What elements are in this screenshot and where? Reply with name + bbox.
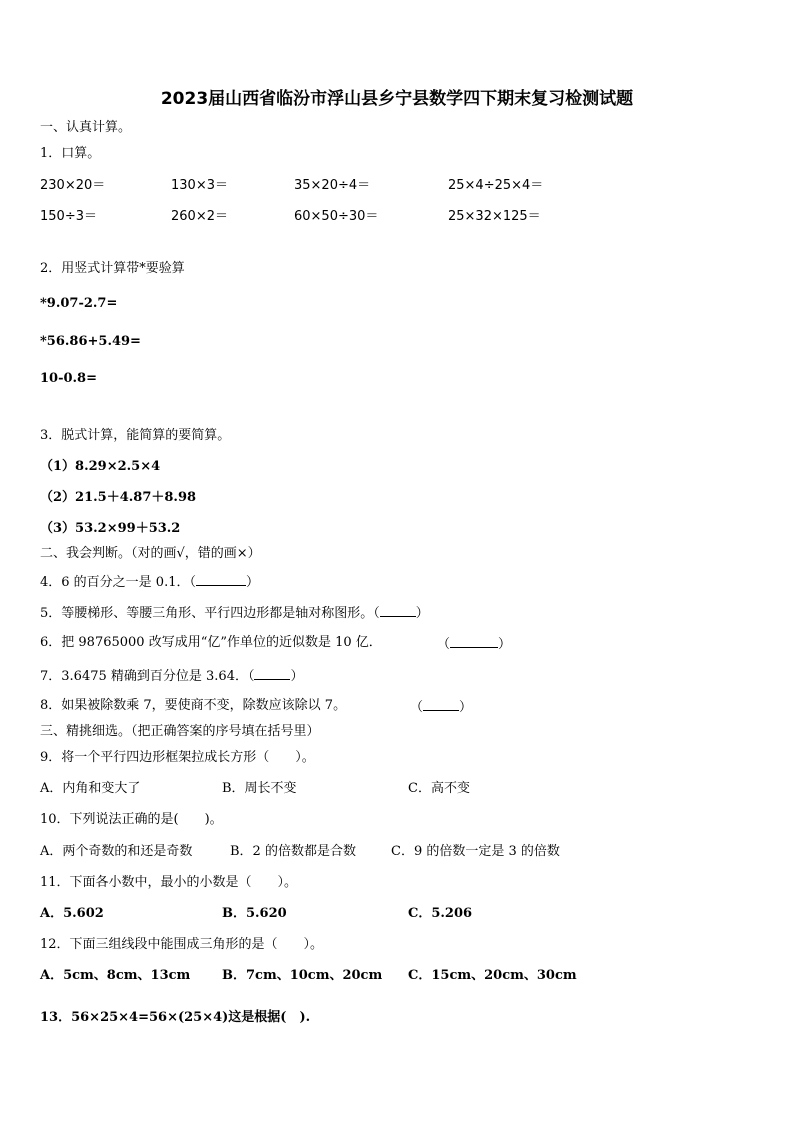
stepwise-calc-item: （1）8.29×2.5×4 (40, 459, 161, 474)
oral-item: 150÷3＝ (40, 209, 97, 224)
stepwise-calc-item: （2）21.5＋4.87＋8.98 (40, 490, 197, 505)
oral-item: 35×20÷4＝ (294, 178, 371, 193)
oral-item: 60×50÷30＝ (294, 209, 379, 224)
judge-question-4 (40, 573, 259, 591)
section-2-heading: 二、我会判断。（对的画√，错的画×） (40, 546, 261, 561)
open-paren: （ (437, 637, 451, 652)
section-3-heading: 三、精挑细选。（把正确答案的序号填在括号里） (40, 724, 320, 739)
oral-item: 260×2＝ (171, 209, 228, 224)
choice-question-9: 9．将一个平行四边形框架拉成长方形（ ）。 (40, 750, 315, 765)
choice-question-11: 11．下面各小数中，最小的小数是（ ）。 (40, 875, 298, 890)
oral-item: 25×32×125＝ (448, 209, 541, 224)
close-paren: ） (498, 637, 512, 652)
choice-option[interactable]: A．两个奇数的和还是奇数 (40, 844, 193, 859)
judge-question-5 (40, 604, 429, 622)
choice-question-13: 13．56×25×4=56×(25×4)这是根据( ). (40, 1010, 311, 1025)
close-paren: ） (459, 700, 473, 715)
choice-question-12: 12．下面三组线段中能围成三角形的是（ ）。 (40, 937, 324, 952)
answer-blank[interactable] (196, 573, 246, 586)
question-text: 8．如果被除数乘 7，要使商不变，除数应该除以 7。 (40, 698, 347, 713)
question-text: 5．等腰梯形、等腰三角形、平行四边形都是轴对称图形。（ (40, 606, 380, 621)
close-paren: ） (245, 575, 259, 590)
answer-blank[interactable] (380, 604, 416, 617)
section-1-heading: 一、认真计算。 (40, 120, 132, 135)
question-1-label: 1．口算。 (40, 146, 101, 161)
oral-item: 25×4÷25×4＝ (448, 178, 544, 193)
judge-question-6 (40, 635, 382, 651)
close-paren: ） (290, 669, 304, 684)
answer-blank[interactable] (450, 635, 498, 648)
oral-item: 230×20＝ (40, 178, 106, 193)
answer-blank[interactable] (254, 667, 290, 680)
question-2-label: 2．用竖式计算带*要验算 (40, 261, 185, 276)
oral-item: 130×3＝ (171, 178, 228, 193)
question-text: 4．6 的百分之一是 0.1．（ (40, 575, 196, 590)
choice-option[interactable]: B．5.620 (222, 906, 287, 921)
judge-question-7 (40, 667, 303, 685)
judge-question-8-answer (410, 698, 472, 716)
choice-question-10: 10．下列说法正确的是( )。 (40, 812, 223, 827)
open-paren: （ (410, 700, 424, 715)
choice-option[interactable]: A．内角和变大了 (40, 781, 141, 796)
vertical-calc-item: 10-0.8= (40, 371, 97, 386)
question-text: 7．3.6475 精确到百分位是 3.64．（ (40, 669, 255, 684)
choice-option[interactable]: C．高不变 (408, 781, 470, 796)
close-paren: ） (415, 606, 429, 621)
stepwise-calc-item: （3）53.2×99＋53.2 (40, 521, 181, 536)
choice-option[interactable]: B．7cm、10cm、20cm (222, 968, 383, 983)
choice-option[interactable]: C．5.206 (408, 906, 473, 921)
choice-option[interactable]: C．9 的倍数一定是 3 的倍数 (391, 844, 560, 859)
choice-option[interactable]: C．15cm、20cm、30cm (408, 968, 577, 983)
question-3-label: 3．脱式计算，能简算的要简算。 (40, 428, 231, 443)
judge-question-8 (40, 698, 346, 714)
vertical-calc-item: *56.86+5.49= (40, 334, 141, 349)
choice-option[interactable]: B．周长不变 (222, 781, 297, 796)
answer-blank[interactable] (423, 698, 459, 711)
vertical-calc-item: *9.07-2.7= (40, 296, 118, 311)
choice-option[interactable]: B．2 的倍数都是合数 (230, 844, 356, 859)
choice-option[interactable]: A．5.602 (40, 906, 104, 921)
judge-question-6-answer (437, 635, 511, 653)
page-title: 2023届山西省临汾市浮山县乡宁县数学四下期末复习检测试题 (160, 89, 634, 109)
question-text: 6．把 98765000 改写成用“亿”作单位的近似数是 10 亿． (40, 635, 382, 650)
choice-option[interactable]: A．5cm、8cm、13cm (40, 968, 191, 983)
